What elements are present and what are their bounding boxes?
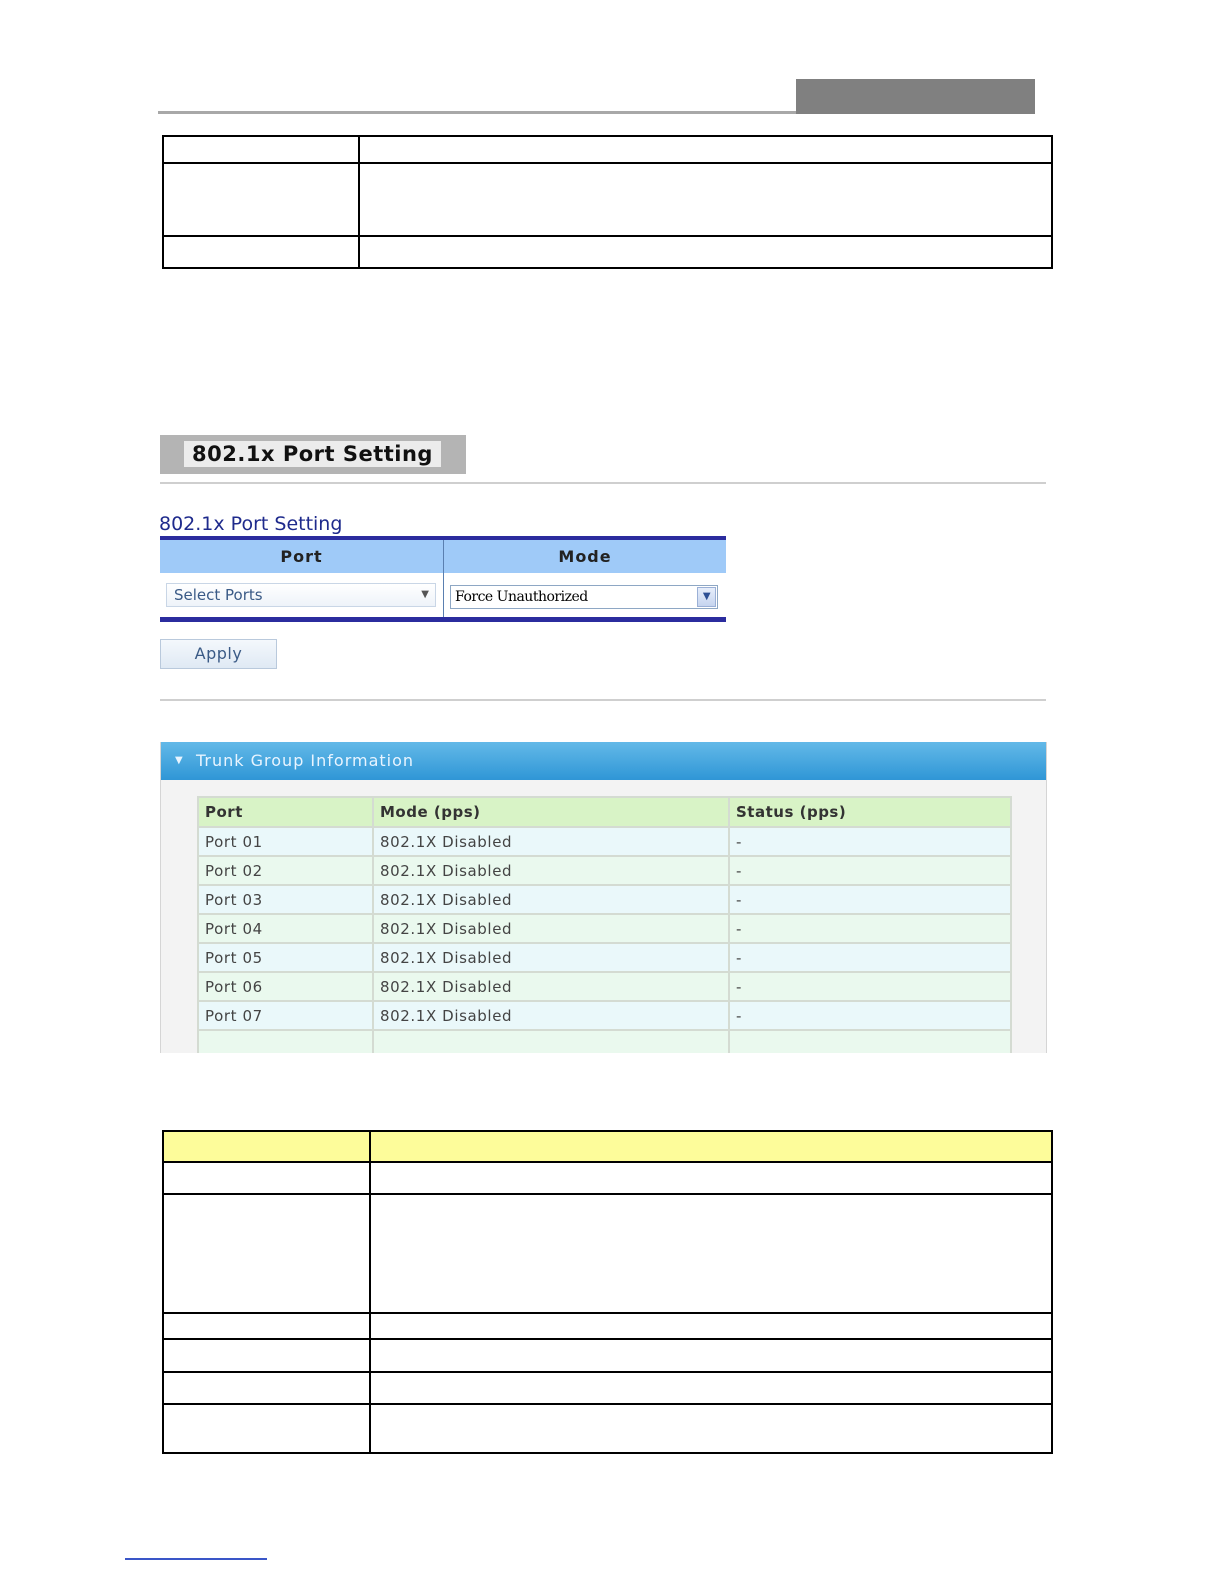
footer-link-underline[interactable] <box>125 1558 267 1560</box>
header-rule <box>158 111 796 114</box>
cell-status: - <box>729 972 1011 1001</box>
table-row <box>198 856 1011 885</box>
form-column-separator <box>443 573 444 617</box>
mode-select[interactable] <box>450 585 718 609</box>
top-description-table <box>162 135 1053 269</box>
mode-column-header: Mode <box>444 540 726 573</box>
table-row <box>198 943 1011 972</box>
cell-mode: 802.1X Disabled <box>373 914 729 943</box>
collapse-triangle-icon[interactable]: ▼ <box>175 755 184 766</box>
table-row <box>198 1001 1011 1030</box>
cell-status: - <box>729 827 1011 856</box>
divider-bottom <box>160 699 1046 701</box>
cell-mode: 802.1X Disabled <box>373 827 729 856</box>
table-row <box>198 885 1011 914</box>
panel-title: Trunk Group Information <box>196 751 415 770</box>
column-header-status: Status (pps) <box>729 797 1011 827</box>
cell-mode: 802.1X Disabled <box>373 1001 729 1030</box>
table-row <box>198 972 1011 1001</box>
table-row <box>198 827 1011 856</box>
table-row-partial <box>198 1030 1011 1053</box>
mode-select-value: Force Unauthorized <box>455 589 588 605</box>
table-header-row <box>163 1131 1052 1162</box>
panel-header[interactable] <box>161 742 1046 780</box>
cell-status: - <box>729 943 1011 972</box>
cell-status: - <box>729 856 1011 885</box>
cell-port: Port 07 <box>198 1001 373 1030</box>
cell-status: - <box>729 914 1011 943</box>
cell-mode: 802.1X Disabled <box>373 972 729 1001</box>
select-ports-dropdown[interactable] <box>166 583 436 607</box>
page-banner <box>160 435 466 474</box>
divider-top <box>160 482 1046 484</box>
cell-mode: 802.1X Disabled <box>373 943 729 972</box>
cell-port: Port 03 <box>198 885 373 914</box>
apply-button[interactable]: Apply <box>160 639 277 669</box>
trunk-table <box>197 796 1012 1053</box>
column-header-mode: Mode (pps) <box>373 797 729 827</box>
trunk-group-panel <box>160 742 1047 1053</box>
column-header-port: Port <box>198 797 373 827</box>
cell-port: Port 02 <box>198 856 373 885</box>
cell-port: Port 05 <box>198 943 373 972</box>
caret-down-icon: ▼ <box>421 589 429 600</box>
banner-title: 802.1x Port Setting <box>184 441 441 467</box>
header-tab <box>796 79 1035 114</box>
port-column-header: Port <box>160 540 444 573</box>
port-setting-form <box>160 536 726 622</box>
section-title: 802.1x Port Setting <box>159 513 343 535</box>
table-row <box>198 914 1011 943</box>
cell-status: - <box>729 885 1011 914</box>
cell-port: Port 04 <box>198 914 373 943</box>
cell-mode: 802.1X Disabled <box>373 885 729 914</box>
cell-status: - <box>729 1001 1011 1030</box>
cell-port: Port 06 <box>198 972 373 1001</box>
bottom-description-table <box>162 1130 1053 1454</box>
select-ports-value: Select Ports <box>174 586 263 604</box>
chevron-down-icon[interactable]: ▼ <box>697 587 716 607</box>
cell-mode: 802.1X Disabled <box>373 856 729 885</box>
cell-port: Port 01 <box>198 827 373 856</box>
